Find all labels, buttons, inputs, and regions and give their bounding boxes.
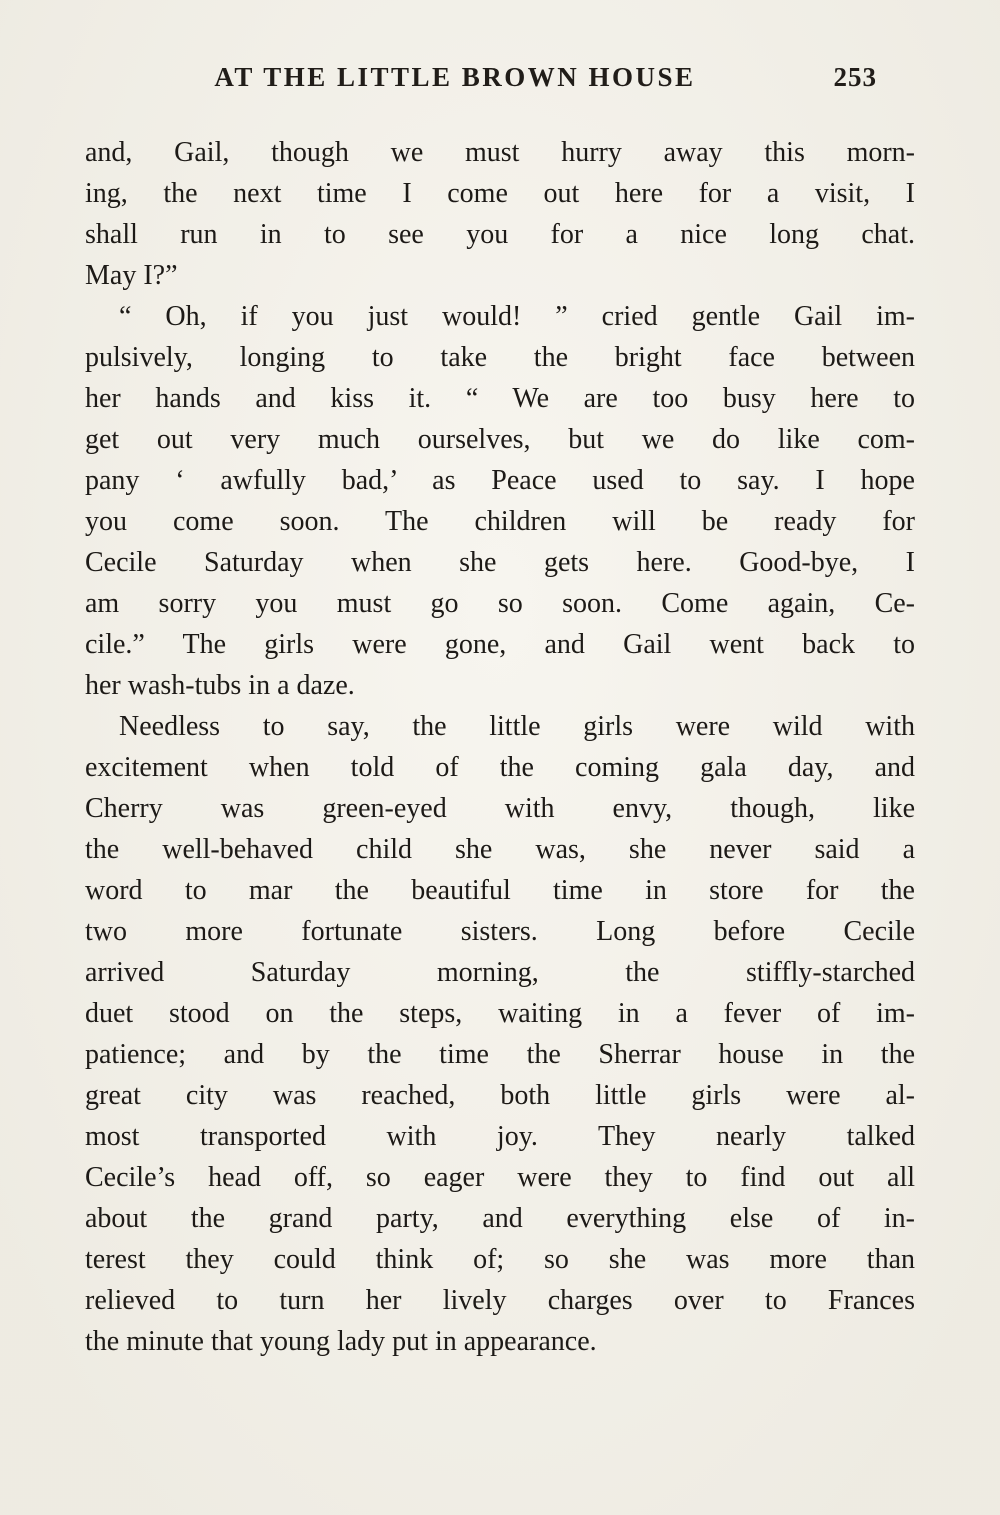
text-line: Needless to say, the little girls were wild with bbox=[119, 711, 915, 742]
text-line: am sorry you must go so soon. Come again, Ce- bbox=[85, 588, 915, 619]
text-line: Cecile Saturday when she gets here. Good-bye, I bbox=[85, 547, 915, 578]
page-body bbox=[85, 132, 915, 1362]
text-line: relieved to turn her lively charges over to Frances bbox=[85, 1285, 915, 1316]
text-line: pulsively, longing to take the bright face between bbox=[85, 342, 915, 373]
page-number: 253 bbox=[833, 62, 877, 92]
paragraph bbox=[85, 706, 915, 1362]
text-line: pany ‘ awfully bad,’ as Peace used to say. I hope bbox=[85, 465, 915, 496]
text-line: about the grand party, and everything else of in- bbox=[85, 1203, 915, 1234]
text-line: shall run in to see you for a nice long chat. bbox=[85, 219, 915, 250]
text-line: terest they could think of; so she was more than bbox=[85, 1244, 915, 1275]
text-line: you come soon. The children will be ready for bbox=[85, 506, 915, 537]
text-line: two more fortunate sisters. Long before Cecile bbox=[85, 916, 915, 947]
text-line: cile.” The girls were gone, and Gail went back to bbox=[85, 629, 915, 660]
text-line: the minute that young lady put in appearance. bbox=[85, 1326, 597, 1357]
text-line: excitement when told of the coming gala day, and bbox=[85, 752, 915, 783]
text-line: duet stood on the steps, waiting in a fever of im- bbox=[85, 998, 915, 1029]
text-line: Cecile’s head off, so eager were they to find out all bbox=[85, 1162, 915, 1193]
paragraph bbox=[85, 296, 915, 706]
running-header-title: AT THE LITTLE BROWN HOUSE bbox=[214, 62, 696, 92]
text-line: “ Oh, if you just would! ” cried gentle Gail im- bbox=[119, 301, 915, 332]
text-line: arrived Saturday morning, the stiffly-starched bbox=[85, 957, 915, 988]
paragraph bbox=[85, 132, 915, 296]
text-line: her hands and kiss it. “ We are too busy here to bbox=[85, 383, 915, 414]
text-line: most transported with joy. They nearly talked bbox=[85, 1121, 915, 1152]
text-line: get out very much ourselves, but we do like com- bbox=[85, 424, 915, 455]
text-line: great city was reached, both little girls were al- bbox=[85, 1080, 915, 1111]
text-line: her wash-tubs in a daze. bbox=[85, 670, 355, 701]
text-line: patience; and by the time the Sherrar house in the bbox=[85, 1039, 915, 1070]
text-line: word to mar the beautiful time in store for the bbox=[85, 875, 915, 906]
running-header bbox=[85, 62, 915, 96]
text-line: the well-behaved child she was, she never said a bbox=[85, 834, 915, 865]
text-line: and, Gail, though we must hurry away this morn- bbox=[85, 137, 915, 168]
text-line: ing, the next time I come out here for a visit, I bbox=[85, 178, 915, 209]
text-line: May I?” bbox=[85, 260, 178, 291]
text-line: Cherry was green-eyed with envy, though, like bbox=[85, 793, 915, 824]
